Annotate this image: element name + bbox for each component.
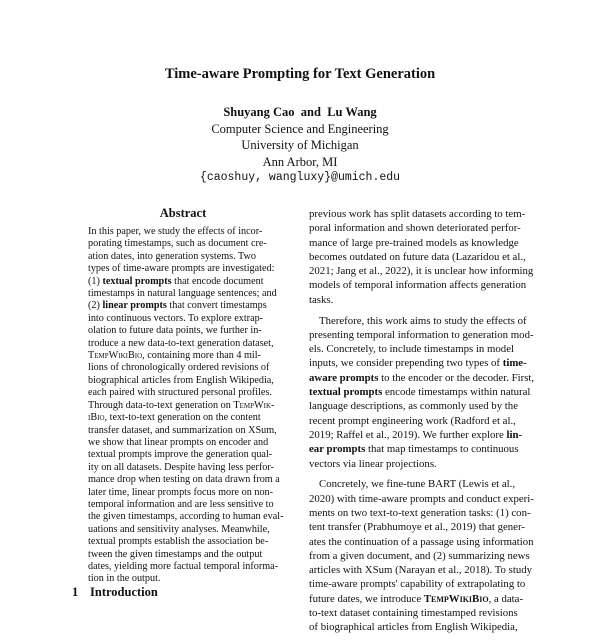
dataset-name: TempWik-	[233, 399, 275, 411]
term-linear-prompts: linear prompts	[102, 300, 167, 312]
abstract-line: tion in the output.	[88, 573, 161, 585]
abstract-line: timestamps in natural language sentences; and	[88, 288, 277, 300]
abstract-line: ation dates, into generation systems. Two	[88, 250, 257, 262]
abstract-line: uations and sensitivity analyses. Meanwhile,	[88, 523, 270, 535]
abstract-line: mance drop when testing on data drawn from a	[88, 474, 280, 486]
section-title: Introduction	[90, 585, 158, 599]
author-block	[0, 104, 600, 187]
abstract-line: In this paper, we study the effects of incor-	[88, 226, 263, 237]
abstract-line: iBio, text-to-text generation on the content	[88, 412, 261, 424]
abstract-line: later time, linear prompts focus more on non-	[88, 486, 274, 498]
abstract-body	[88, 226, 284, 586]
abstract-line: temporal information and are less sensitive to	[88, 498, 274, 510]
abstract-line: ity on all datasets. Despite having less perfor-	[88, 461, 274, 473]
abstract-line: textual prompts improve the generation qual-	[88, 449, 273, 461]
term-linear-prompts: ear prompts	[309, 443, 366, 456]
abstract-line: each paired with structured personal profiles.	[88, 387, 272, 399]
abstract-line: porating timestamps, such as document cre-	[88, 238, 267, 250]
term-time-aware: aware prompts	[309, 371, 379, 384]
dataset-name: iBio	[88, 412, 105, 424]
author-names: Shuyang Cao and Lu Wang	[223, 105, 377, 119]
abstract-line: biographical articles from English Wikipedia,	[88, 374, 274, 386]
paragraph: Therefore, this work aims to study the effects of presenting temporal information to generation mod- els. Concretely, to include timestamps in model inputs, we consider prepending two types of time- aware prompts to the encoder or the decoder. First, textual prompts encode timestamps within natural language descriptions, as commonly used by the recent prompt engineering work (Radford et al., 2019; Raffel et al., 2019). We further explore lin- ear prompts that map timestamps to continuous vectors via linear projections.	[309, 314, 535, 470]
paragraph: previous work has split datasets according to tem- poral information and shown deteriorated perfor- mance of large pre-trained models as knowledge becomes outdated on future data (Lazaridou et al., 2021; Jang et al., 2022), it is unclear how informing models of temporal information affects generation tasks.	[309, 208, 534, 306]
author-email: {caoshuy, wangluxy}@umich.edu	[199, 171, 401, 184]
abstract-line: transfer dataset, and summarization on XSum,	[88, 424, 277, 436]
paper-title: Time-aware Prompting for Text Generation	[164, 66, 436, 82]
abstract-line: textual prompts establish the association be-	[88, 536, 269, 548]
abstract-line: TempWikiBio, containing more than 4 mil-	[88, 350, 261, 362]
abstract-line: (1) textual prompts that encode document	[88, 275, 264, 287]
dataset-name: TempWikiBio	[88, 350, 143, 362]
paragraph: Concretely, we fine-tune BART (Lewis et al., 2020) with time-aware prompts and conduct experi- ments on two text-to-text generation tasks: (1) con- tent transfer (Prabhumoye et al., 2019) that gener- ates the continuation of a passage using information from a given document, and (2) summarizing news articles with XSum (Narayan et al., 2018). To study time-aware prompts' capability of extrapolating to future dates, we introduce TempWikiBio, a data- to-text dataset containing timestamped revisions of biographical articles from English Wikipedia,	[309, 478, 534, 634]
affiliation-department: Computer Science and Engineering	[211, 121, 389, 136]
term-textual-prompts: textual prompts	[102, 275, 172, 287]
term-linear-prompts: lin-	[506, 428, 523, 441]
abstract-line: the given timestamps, according to human eval-	[88, 511, 284, 523]
abstract-line: Through data-to-text generation on TempWik-	[88, 399, 275, 411]
abstract-line: we show that linear prompts on encoder and	[88, 436, 269, 448]
section-heading-introduction	[72, 585, 158, 600]
affiliation-location: Ann Arbor, MI	[262, 154, 338, 169]
right-column-body	[309, 207, 537, 641]
abstract-line: (2) linear prompts that convert timestamps	[88, 300, 267, 312]
dataset-name: TempWikiBio	[423, 592, 489, 605]
abstract-line: types of time-aware prompts are investigated:	[88, 263, 275, 275]
section-number: 1	[72, 585, 79, 599]
abstract-heading: Abstract	[159, 206, 207, 220]
affiliation-university: University of Michigan	[241, 138, 359, 152]
abstract-line: lions of chronologically ordered revisions of	[88, 362, 270, 374]
abstract-line: dates, yielding more factual temporal informa-	[88, 560, 279, 572]
term-time-aware: time-	[502, 357, 527, 370]
term-textual-prompts: textual prompts	[309, 386, 383, 399]
abstract-line: olation to future data points, we further in-	[88, 325, 262, 337]
abstract-line: tween the given timestamps and the output	[88, 548, 263, 560]
abstract-line: troduce a new data-to-text generation dataset,	[88, 337, 274, 349]
abstract-line: into continuous vectors. To explore extrap-	[88, 312, 264, 324]
